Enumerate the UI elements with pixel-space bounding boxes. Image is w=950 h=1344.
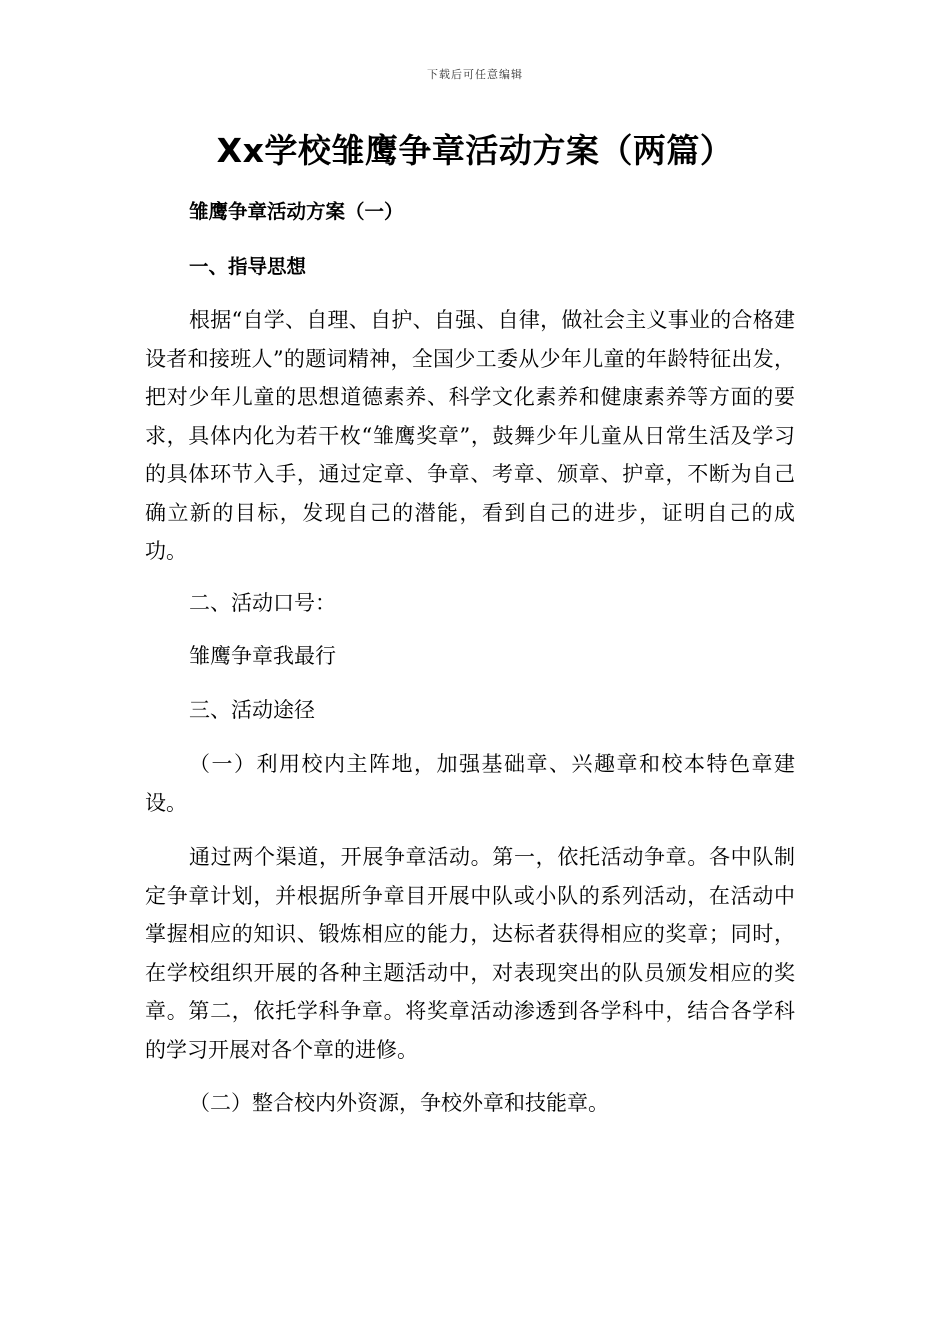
section-item-1-body: 通过两个渠道，开展争章活动。第一，依托活动争章。各中队制定争章计划，并根据所争章目开展中队或小队的系列活动，在活动中掌握相应的知识、锻炼相应的能力，达标者获得相应的奖章；同时，在学校组织开展的各种主题活动中，对表现突出的队员颁发相应的奖章。第二，依托学科争章。将奖章活动渗透到各学科中，结合各学科的学习开展对各个章的进修。 — [145, 845, 795, 1062]
page-header: 下载后可任意编辑 — [427, 68, 523, 81]
section-item-1: （一）利用校内主阵地，加强基础章、兴趣章和校本特色章建设。 — [145, 752, 795, 815]
section-body-2: 雏鹰争章我最行 — [189, 644, 336, 668]
section-body-1: 根据“自学、自理、自护、自强、自律，做社会主义事业的合格建设者和接班人”的题词精神，全国少工委从少年儿童的年龄特征出发，把对少年儿童的思想道德素养、科学文化素养和健康素养等方面的要求，具体内化为若干枚“雏鹰奖章”，鼓舞少年儿童从日常生活及学习的具体环节入手，通过定章、争章、考章、颁章、护章，不断为自己确立新的目标，发现自己的潜能，看到自己的进步，证明自己的成功。 — [145, 308, 795, 563]
section-heading-2: 二、活动口号： — [189, 591, 336, 615]
section-heading-3: 三、活动途径 — [189, 698, 315, 722]
section-item-2: （二）整合校内外资源，争校外章和技能章。 — [189, 1091, 609, 1115]
document-title: Xx学校雏鹰争章活动方案（两篇） — [216, 131, 734, 170]
document-subtitle: 雏鹰争章活动方案（一） — [189, 200, 404, 223]
section-heading-1: 一、指导思想 — [189, 255, 307, 278]
